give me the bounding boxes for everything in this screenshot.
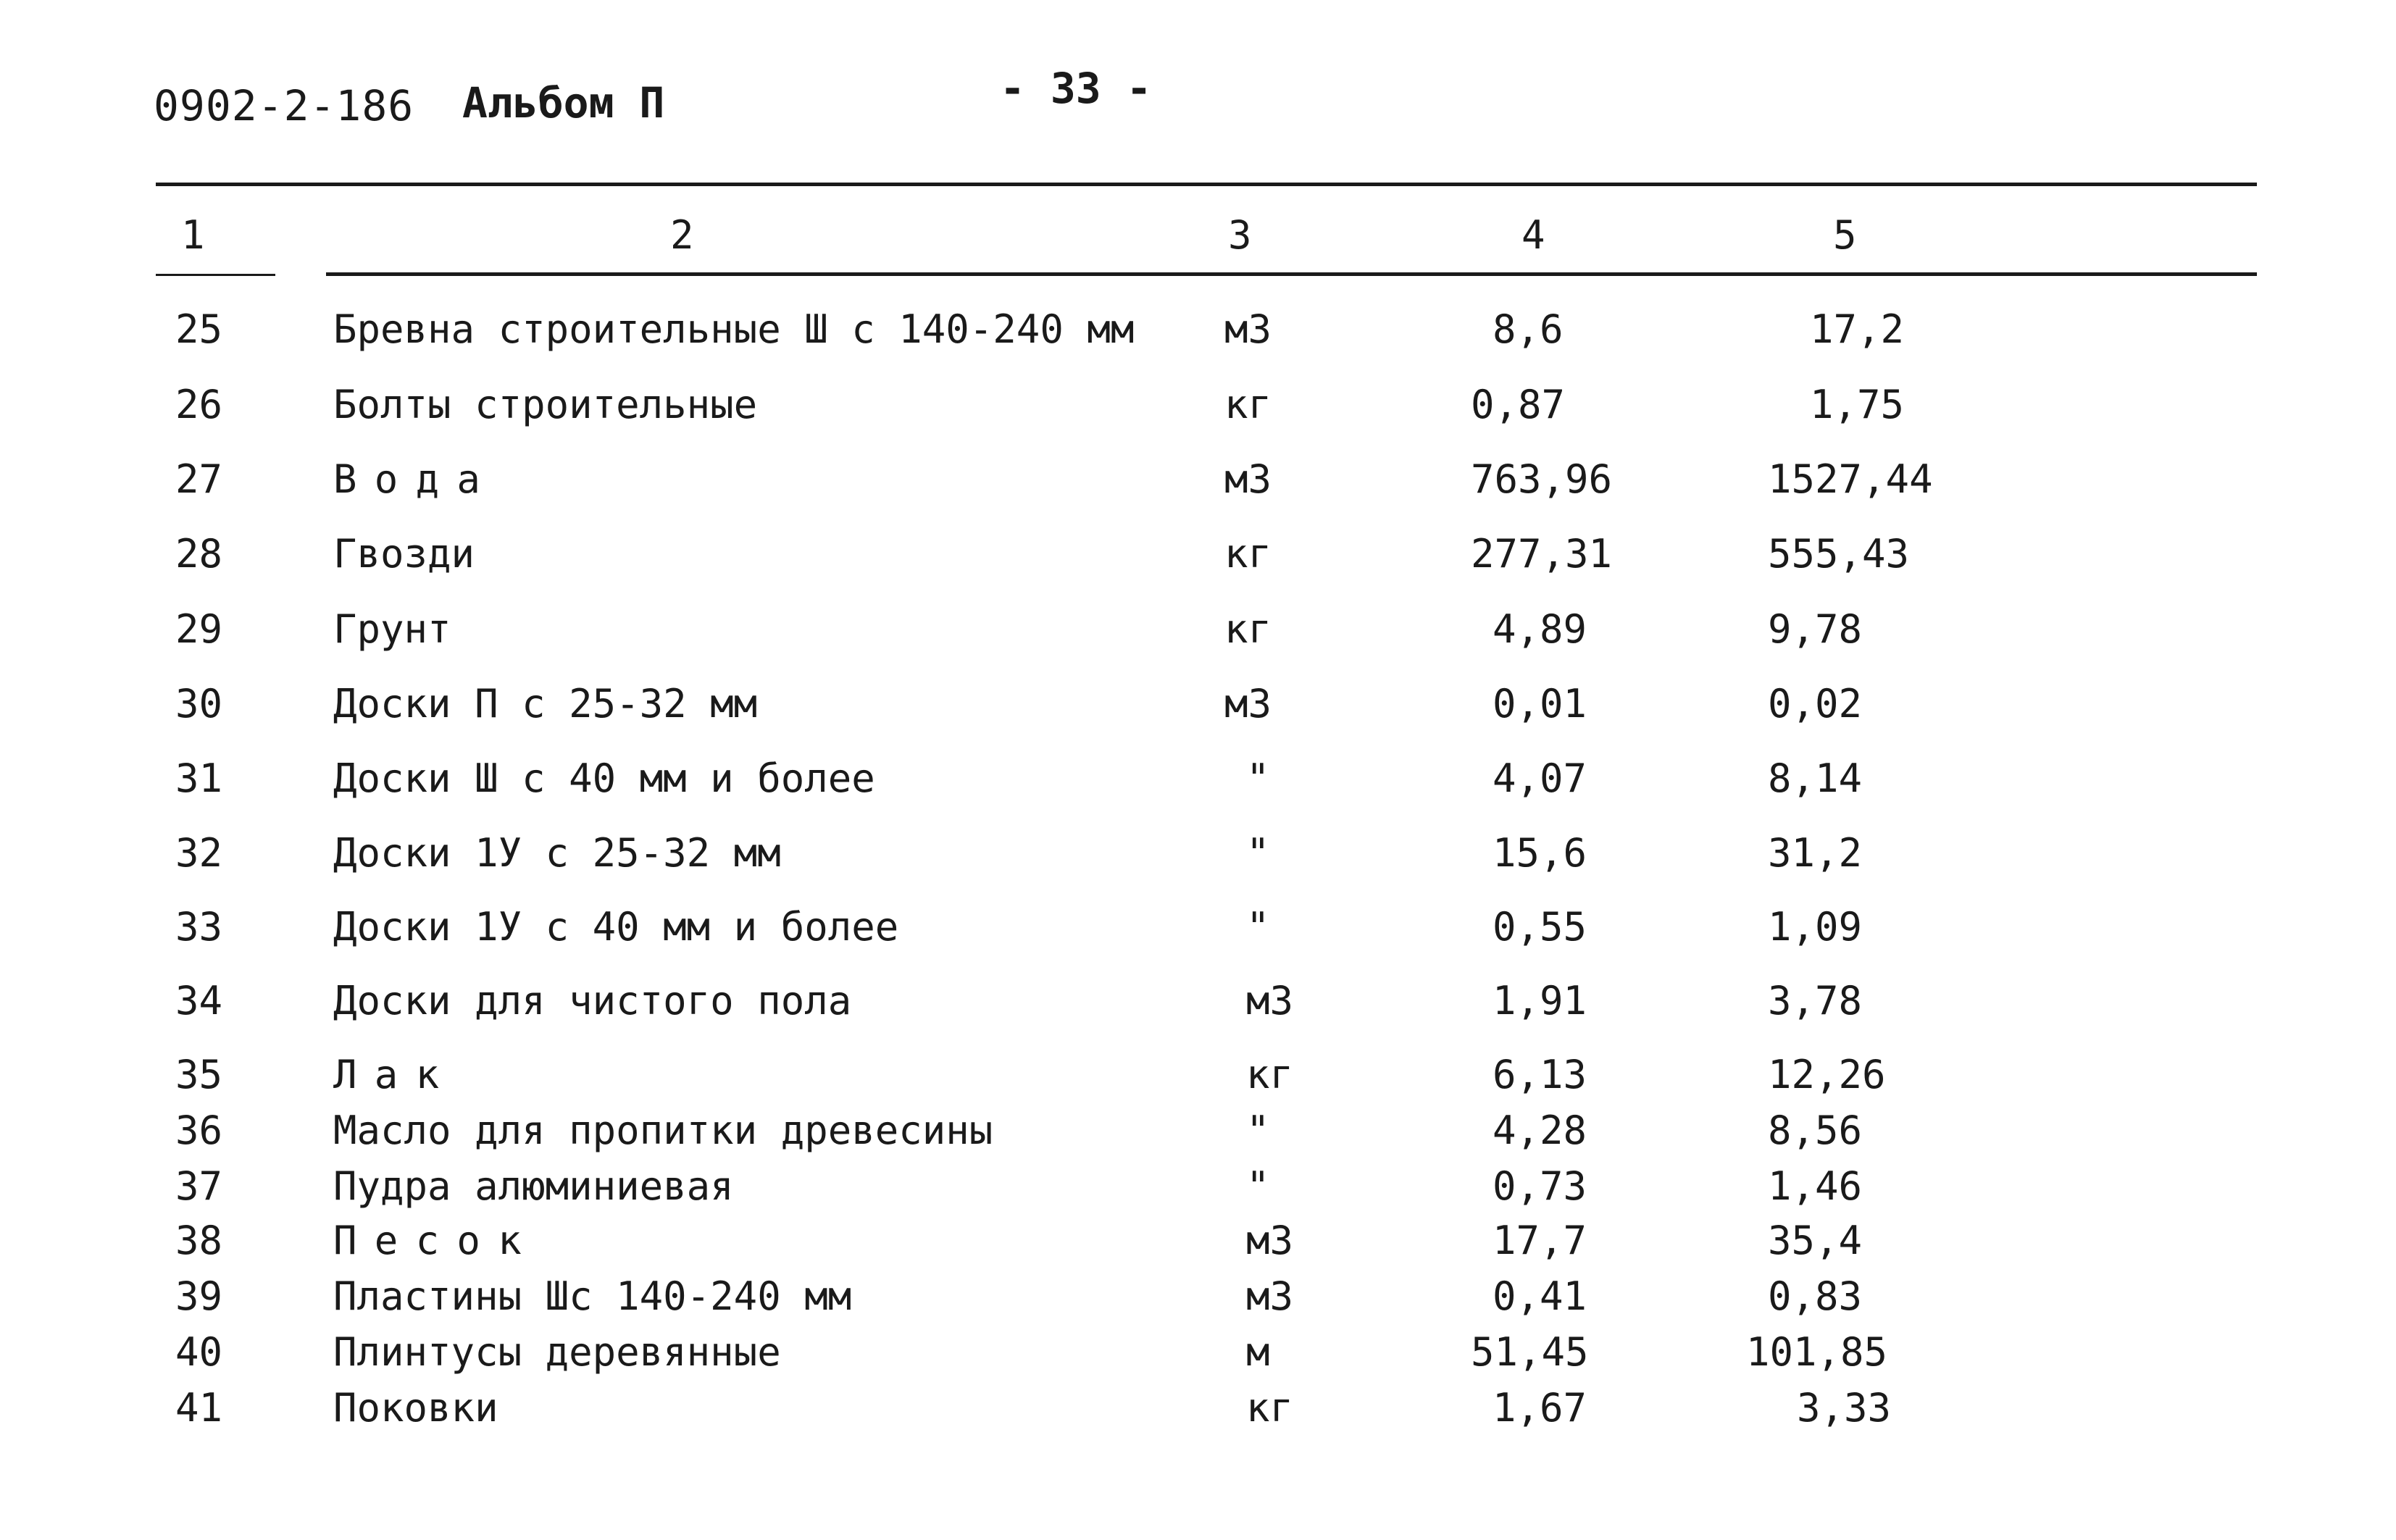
row-number: 39 [175, 1273, 223, 1319]
row-number: 34 [175, 978, 223, 1024]
row-number: 32 [175, 830, 223, 876]
table-row [0, 681, 2396, 732]
table-row [0, 904, 2396, 955]
quantity-col-4: 0,55 [1493, 904, 1587, 950]
material-name: Пудра алюминиевая [333, 1163, 734, 1209]
table-row [0, 1163, 2396, 1214]
row-number: 27 [175, 456, 223, 502]
quantity-col-5: 1,46 [1768, 1163, 1863, 1209]
table-row [0, 306, 2396, 357]
quantity-col-5: 0,83 [1768, 1273, 1863, 1319]
table-row [0, 456, 2396, 507]
unit: м3 [1224, 306, 1272, 352]
row-number: 28 [175, 531, 223, 577]
quantity-col-5: 101,85 [1746, 1329, 1888, 1375]
table-row [0, 1329, 2396, 1380]
unit: м3 [1224, 456, 1272, 502]
quantity-col-4: 17,7 [1493, 1218, 1587, 1263]
material-name: Доски П с 25-32 мм [333, 681, 758, 727]
column-header-4: 4 [1521, 212, 1545, 258]
quantity-col-5: 17,2 [1810, 306, 1905, 352]
unit: м [1246, 1329, 1270, 1375]
unit: кг [1246, 1052, 1294, 1097]
material-name: Грунт [333, 606, 451, 652]
quantity-col-4: 0,73 [1493, 1163, 1587, 1209]
table-row [0, 531, 2396, 582]
quantity-col-4: 0,41 [1493, 1273, 1587, 1319]
unit: м3 [1224, 681, 1272, 727]
quantity-col-4: 1,91 [1493, 978, 1587, 1024]
row-number: 29 [175, 606, 223, 652]
quantity-col-4: 1,67 [1493, 1385, 1587, 1431]
material-name: Масло для пропитки древесины [333, 1108, 993, 1153]
unit: м3 [1246, 1218, 1294, 1263]
table-row [0, 606, 2396, 657]
quantity-col-5: 35,4 [1768, 1218, 1863, 1263]
quantity-col-4: 0,01 [1493, 681, 1587, 727]
table-row [0, 1273, 2396, 1324]
row-number: 33 [175, 904, 223, 950]
material-name: Плинтусы деревянные [333, 1329, 781, 1375]
row-number: 40 [175, 1329, 223, 1375]
column-header-2: 2 [670, 212, 694, 258]
row-number: 41 [175, 1385, 223, 1431]
quantity-col-4: 6,13 [1493, 1052, 1587, 1097]
unit: " [1246, 1163, 1270, 1209]
quantity-col-4: 8,6 [1493, 306, 1564, 352]
quantity-col-4: 4,89 [1493, 606, 1587, 652]
unit: " [1246, 756, 1270, 801]
table-row [0, 830, 2396, 881]
quantity-col-4: 763,96 [1471, 456, 1613, 502]
row-number: 35 [175, 1052, 223, 1097]
column-header-3: 3 [1228, 212, 1252, 258]
quantity-col-4: 15,6 [1493, 830, 1587, 876]
unit: " [1246, 1108, 1270, 1153]
row-number: 31 [175, 756, 223, 801]
quantity-col-5: 31,2 [1768, 830, 1863, 876]
material-name: Лак [333, 1052, 457, 1097]
table-row [0, 1218, 2396, 1268]
table-header-rule-short [156, 274, 275, 276]
quantity-col-4: 4,28 [1493, 1108, 1587, 1153]
material-name: Доски Ш с 40 мм и более [333, 756, 875, 801]
material-name: Поковки [333, 1385, 498, 1431]
material-name: Песок [333, 1218, 540, 1263]
quantity-col-5: 0,02 [1768, 681, 1863, 727]
unit: кг [1224, 382, 1272, 427]
table-row [0, 1052, 2396, 1102]
unit: кг [1224, 606, 1272, 652]
table-row [0, 1385, 2396, 1436]
quantity-col-5: 8,56 [1768, 1108, 1863, 1153]
album-label: Альбом П [462, 78, 665, 127]
unit: м3 [1246, 978, 1294, 1024]
unit: кг [1224, 531, 1272, 577]
material-name: Доски 1У с 25-32 мм [333, 830, 781, 876]
quantity-col-5: 3,33 [1797, 1385, 1892, 1431]
row-number: 37 [175, 1163, 223, 1209]
row-number: 36 [175, 1108, 223, 1153]
table-row [0, 382, 2396, 432]
row-number: 30 [175, 681, 223, 727]
material-name: Доски для чистого пола [333, 978, 852, 1024]
table-top-rule [156, 183, 2257, 186]
document-code: 0902-2-186 [154, 81, 414, 130]
quantity-col-5: 3,78 [1768, 978, 1863, 1024]
row-number: 25 [175, 306, 223, 352]
material-name: Доски 1У с 40 мм и более [333, 904, 899, 950]
quantity-col-4: 0,87 [1471, 382, 1566, 427]
table-row [0, 756, 2396, 806]
row-number: 26 [175, 382, 223, 427]
material-name: Бревна строительные Ш с 140-240 мм [333, 306, 1135, 352]
unit: кг [1246, 1385, 1294, 1431]
quantity-col-4: 4,07 [1493, 756, 1587, 801]
table-row [0, 1108, 2396, 1158]
material-name: Гвозди [333, 531, 475, 577]
quantity-col-5: 12,26 [1768, 1052, 1886, 1097]
quantity-col-4: 51,45 [1471, 1329, 1589, 1375]
material-name: Вода [333, 456, 498, 502]
quantity-col-5: 1527,44 [1768, 456, 1933, 502]
quantity-col-5: 555,43 [1768, 531, 1910, 577]
column-header-1: 1 [181, 212, 205, 258]
table-row [0, 978, 2396, 1029]
quantity-col-4: 277,31 [1471, 531, 1613, 577]
table-header-rule [326, 272, 2257, 276]
quantity-col-5: 9,78 [1768, 606, 1863, 652]
quantity-col-5: 8,14 [1768, 756, 1863, 801]
material-name: Болты строительные [333, 382, 758, 427]
unit: " [1246, 904, 1270, 950]
material-name: Пластины Шс 140-240 мм [333, 1273, 852, 1319]
quantity-col-5: 1,75 [1810, 382, 1905, 427]
row-number: 38 [175, 1218, 223, 1263]
column-header-5: 5 [1833, 212, 1857, 258]
unit: " [1246, 830, 1270, 876]
quantity-col-5: 1,09 [1768, 904, 1863, 950]
unit: м3 [1246, 1273, 1294, 1319]
